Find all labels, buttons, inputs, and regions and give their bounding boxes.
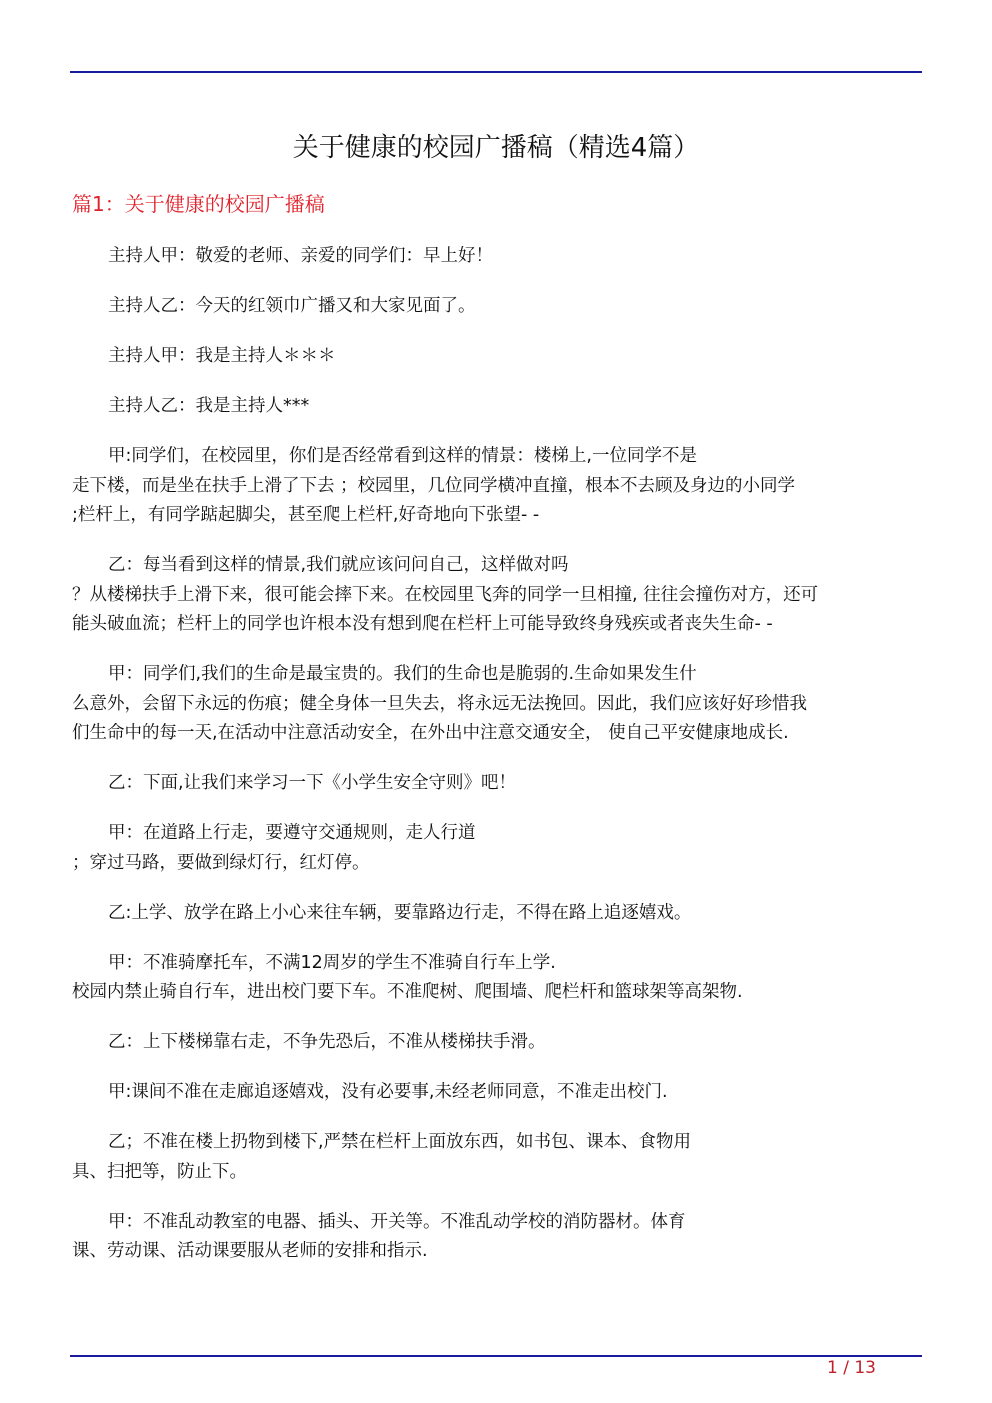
paragraph-line: ；穿过马路，要做到绿灯行，红灯停。	[72, 852, 370, 873]
paragraph-line: 主持人甲：我是主持人＊＊＊	[108, 346, 336, 366]
paragraph	[72, 1028, 922, 1058]
paragraph-line: 乙:上学、放学在路上小心来往车辆，要靠路边行走，不得在路上追逐嬉戏。	[108, 902, 692, 923]
paragraph-line: 乙：下面,让我们来学习一下《小学生安全守则》吧！	[108, 773, 517, 793]
paragraph	[72, 342, 922, 372]
paragraph-line: 甲：在道路上行走，要遵守交通规则，走人行道	[108, 823, 476, 843]
paragraph-line: 甲:课间不准在走廊追逐嬉戏，没有必要事,未经老师同意，不准走出校门.	[108, 1082, 668, 1102]
paragraph-line: ;栏杆上，有同学踮起脚尖，甚至爬上栏杆,好奇地向下张望- -	[72, 505, 540, 525]
paragraph-line: 能头破血流；栏杆上的同学也许根本没有想到爬在栏杆上可能导致终身残疾或者丧失生命- -	[72, 614, 773, 634]
paragraph	[72, 660, 922, 749]
paragraph-line: 甲：不准乱动教室的电器、插头、开关等。不准乱动学校的消防器材。体育	[108, 1211, 686, 1232]
paragraph-line: ？从楼梯扶手上滑下来，很可能会摔下来。在校园里飞奔的同学一旦相撞, 往往会撞伤对方，还可	[72, 584, 819, 605]
paragraph	[72, 819, 922, 878]
page-number: 1 / 13	[827, 1358, 876, 1378]
paragraph-line: 乙：每当看到这样的情景,我们就应该问问自己，这样做对吗	[108, 555, 569, 575]
paragraph-line: 主持人乙：我是主持人***	[108, 396, 310, 416]
paragraph-line: 乙：上下楼梯靠右走，不争先恐后，不准从楼梯扶手滑。	[108, 1032, 546, 1052]
footer-rule	[70, 1355, 922, 1357]
paragraph-line: 主持人甲：敬爱的老师、亲爱的同学们：早上好！	[108, 246, 493, 266]
paragraph-line: 主持人乙：今天的红领巾广播又和大家见面了。	[108, 296, 476, 316]
paragraph	[72, 551, 922, 640]
paragraph	[72, 949, 922, 1008]
paragraph-line: 具、扫把等，防止下。	[72, 1161, 247, 1182]
paragraph-line: 们生命中的每一天,在活动中注意活动安全，在外出中注意交通安全， 使自己平安健康地成长.	[72, 723, 789, 743]
paragraph	[72, 899, 922, 929]
paragraph	[72, 292, 922, 322]
paragraph	[72, 392, 922, 422]
paragraph-line: 校园内禁止骑自行车，进出校门要下车。不准爬树、爬围墙、爬栏杆和篮球架等高架物.	[72, 982, 743, 1002]
document-title: 关于健康的校园广播稿（精选4篇）	[292, 133, 700, 163]
paragraph	[72, 1078, 922, 1108]
paragraph	[72, 769, 922, 799]
paragraph	[72, 1128, 922, 1187]
paragraph-line: 走下楼，而是坐在扶手上滑了下去 ；校园里，几位同学横冲直撞，根本不去顾及身边的小同学	[72, 475, 796, 496]
paragraph-line: 么意外，会留下永远的伤痕；健全身体一旦失去，将永远无法挽回。因此，我们应该好好珍惜我	[72, 693, 807, 714]
paragraph-line: 乙；不准在楼上扔物到楼下,严禁在栏杆上面放东西，如书包、课本、食物用	[108, 1132, 692, 1152]
document-body	[72, 242, 922, 1287]
paragraph	[72, 242, 922, 272]
paragraph-line: 课、劳动课、活动课要服从老师的安排和指示.	[72, 1241, 428, 1261]
paragraph	[72, 1208, 922, 1267]
paragraph	[72, 442, 922, 531]
header-rule	[70, 71, 922, 73]
paragraph-line: 甲:同学们，在校园里，你们是否经常看到这样的情景：楼梯上,一位同学不是	[108, 446, 697, 466]
paragraph-line: 甲：不准骑摩托车，不满12周岁的学生不准骑自行车上学.	[108, 952, 556, 973]
section-heading: 篇1：关于健康的校园广播稿	[72, 192, 325, 216]
paragraph-line: 甲：同学们,我们的生命是最宝贵的。我们的生命也是脆弱的.生命如果发生什	[108, 664, 697, 684]
